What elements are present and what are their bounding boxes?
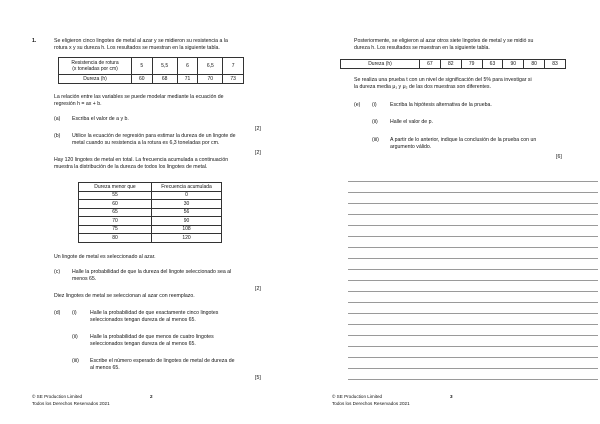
answer-line <box>348 203 598 204</box>
hardness-value: 90 <box>503 60 524 69</box>
part-d-iii-line-1: Escribe el número esperado de lingotes de metal de dureza de <box>90 358 235 364</box>
part-e-iii-line-2: argumento válido. <box>390 144 432 150</box>
answer-line <box>348 357 598 358</box>
part-d-i-line-2: seleccionados tengan dureza de al menos 65. <box>90 317 196 323</box>
hardness-value: 71 <box>177 75 198 84</box>
answer-line <box>348 236 598 237</box>
part-d-i-line-1: Halle la probabilidad de que exactamente cinco lingotes <box>90 310 219 316</box>
answer-line <box>348 181 598 182</box>
part-c-line-1: Halle la probabilidad de que la dureza del lingote seleccionado sea al <box>72 269 232 275</box>
hardness-value: 68 <box>152 75 177 84</box>
answer-line <box>348 302 598 303</box>
part-e-ii-label: (ii) <box>372 119 378 125</box>
strength-hardness-table <box>58 57 244 84</box>
table-cell: 60 <box>79 200 152 209</box>
rights-line: Todos los Derechos Reservados 2021 <box>32 401 110 406</box>
answer-line <box>348 291 598 292</box>
part-b-line-2: metal cuando su resistencia a la rotura es 6,3 toneladas por cm. <box>72 140 220 146</box>
hardness-value: 83 <box>545 60 566 69</box>
regression-line-2: regresión h = ax + b. <box>54 101 102 107</box>
page-number: 3 <box>450 394 453 399</box>
table-cell: 30 <box>152 200 222 209</box>
cumulative-line-1: Hay 120 lingotes de metal en total. La frecuencia acumulada a continuación <box>54 157 229 163</box>
hardness-value: 73 <box>223 75 244 84</box>
part-e-iii-line-1: A partir de lo anterior, indique la conclusión de la prueba con un <box>390 137 537 143</box>
strength-value: 6 <box>177 58 198 75</box>
answer-line <box>348 324 598 325</box>
t-test-line-2: la dureza media μ₁ y μ₂ de las dos muestras son diferentes. <box>354 84 491 90</box>
replacement-text: Diez lingotes de metal se seleccionan al azar con reemplazo. <box>54 293 195 299</box>
copyright-line: © SE Production Limited <box>32 394 83 399</box>
part-d-ii-line-2: seleccionados tengan dureza de al menos 65. <box>90 341 196 347</box>
table-cell: 65 <box>79 208 152 217</box>
part-e-iii-label: (iii) <box>372 137 379 143</box>
table-cell: 0 <box>152 191 222 200</box>
column-header: Frecuencia acumulada <box>152 183 222 192</box>
hardness-value: 70 <box>198 75 223 84</box>
column-header: Dureza menor que <box>79 183 152 192</box>
part-e-ii-text: Halle el valor de p. <box>390 119 433 125</box>
part-d-label: (d) <box>54 310 61 316</box>
hardness-value: 80 <box>524 60 545 69</box>
copyright-line: © SE Production Limited <box>332 394 383 399</box>
part-a-label: (a) <box>54 116 61 122</box>
part-a-marks: [2] <box>255 126 261 132</box>
question-number: 1. <box>32 38 37 44</box>
part-d-ii-line-1: Halle la probabilidad de que menos de cuatro lingotes <box>90 334 214 340</box>
table-cell: 70 <box>79 217 152 226</box>
table-cell: 56 <box>152 208 222 217</box>
part-c-line-2: menos 65. <box>72 276 97 282</box>
part-d-iii-label: (iii) <box>72 358 79 364</box>
part-d-iii-line-2: al menos 65. <box>90 365 120 371</box>
part-e-label: (e) <box>354 102 361 108</box>
answer-line <box>348 379 598 380</box>
strength-value: 7 <box>223 58 244 75</box>
strength-value: 5,5 <box>152 58 177 75</box>
answer-line <box>348 280 598 281</box>
page-3 <box>300 0 600 424</box>
part-e-marks: [6] <box>556 154 562 160</box>
strength-header: Resistencia de rotura (x toneladas por cm) <box>59 58 132 75</box>
table-cell: 55 <box>79 191 152 200</box>
part-b-line-1: Utilice la ecuación de regresión para estimar la dureza de un lingote de <box>72 133 236 139</box>
page-number: 2 <box>150 394 153 399</box>
regression-line-1: La relación entre las variables se puede modelar mediante la ecuación de <box>54 94 224 100</box>
hardness-header: Dureza (h) <box>59 75 132 84</box>
intro-line-2: rotura x y su dureza h. Los resultados se muestran en la siguiente tabla. <box>54 45 220 51</box>
intro-line-1: Se eligieron cinco lingotes de metal al azar y se midieron su resistencia a la <box>54 38 228 44</box>
answer-line <box>348 368 598 369</box>
part-b-marks: [2] <box>255 150 261 156</box>
part-e-i-label: (i) <box>372 102 377 108</box>
strength-value: 6,5 <box>198 58 223 75</box>
part-c-label: (c) <box>54 269 61 275</box>
part-e-i-text: Escriba la hipótesis alternativa de la prueba. <box>390 102 492 108</box>
part-c-marks: [2] <box>255 286 261 292</box>
part-b-label: (b) <box>54 133 61 139</box>
answer-line <box>348 313 598 314</box>
rights-line: Todos los Derechos Reservados 2021 <box>332 401 410 406</box>
part-d-i-label: (i) <box>72 310 77 316</box>
part-d-ii-label: (ii) <box>72 334 78 340</box>
hardness-header: Dureza (h) <box>341 60 420 69</box>
answer-line <box>348 247 598 248</box>
table-cell: 120 <box>152 234 222 243</box>
table-cell: 80 <box>79 234 152 243</box>
answer-line <box>348 258 598 259</box>
intro-line-2: dureza h. Los resultados se muestran en la siguiente tabla. <box>354 45 490 51</box>
cumulative-line-2: muestra la distribución de la dureza de todos los lingotes de metal. <box>54 164 208 170</box>
hardness-sample-table <box>340 59 566 69</box>
random-selection-text: Un lingote de metal es seleccionado al azar. <box>54 254 156 260</box>
hardness-value: 79 <box>461 60 482 69</box>
hardness-value: 63 <box>482 60 503 69</box>
strength-value: 5 <box>132 58 153 75</box>
table-cell: 90 <box>152 217 222 226</box>
answer-line <box>348 192 598 193</box>
hardness-value: 60 <box>132 75 153 84</box>
part-a-text: Escriba el valor de a y b. <box>72 116 129 122</box>
table-cell: 75 <box>79 225 152 234</box>
table-cell: 108 <box>152 225 222 234</box>
hardness-value: 67 <box>420 60 441 69</box>
answer-line <box>348 225 598 226</box>
t-test-line-1: Se realiza una prueba t con un nivel de significación del 5% para investigar si <box>354 77 532 83</box>
answer-line <box>348 335 598 336</box>
cumulative-frequency-table <box>78 182 222 243</box>
answer-line <box>348 346 598 347</box>
answer-line <box>348 269 598 270</box>
part-d-marks: [5] <box>255 375 261 381</box>
answer-line <box>348 214 598 215</box>
hardness-value: 82 <box>440 60 461 69</box>
intro-line-1: Posteriormente, se eligieron al azar otros siete lingotes de metal y se midió su <box>354 38 534 44</box>
